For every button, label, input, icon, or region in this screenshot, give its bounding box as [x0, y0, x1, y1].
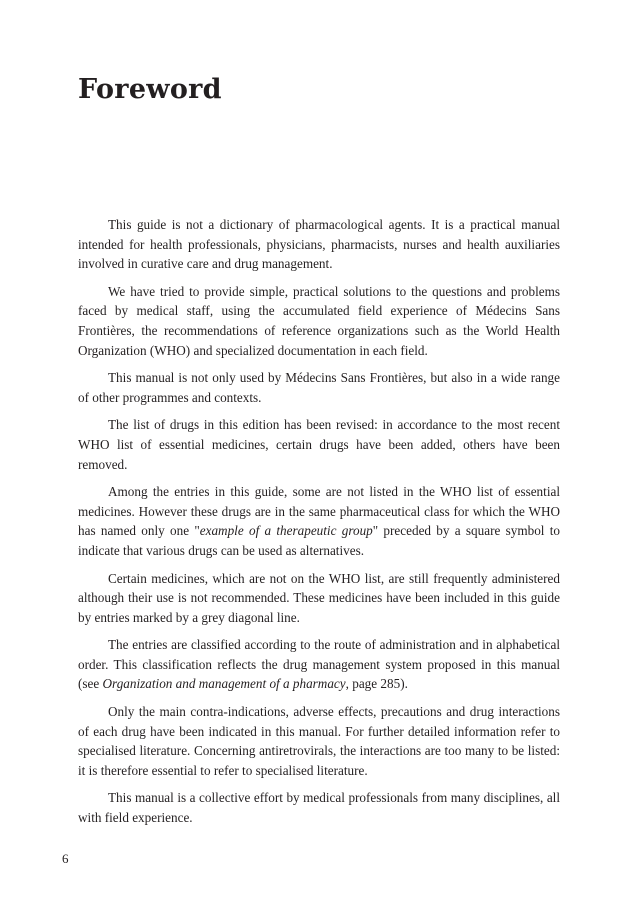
paragraph: This guide is not a dictionary of pharmacological agents. It is a practical manual intended for health professionals, physicians, pharmacists, nurses and health auxiliaries involved in curative care and drug management.: [78, 217, 560, 272]
paragraph-text: " preceded by a square symbol to indicate that various drugs can be used as alternatives.: [78, 523, 560, 558]
foreword-body: [78, 215, 560, 836]
paragraph: This manual is not only used by Médecins Sans Frontières, but also in a wide range of other programmes and contexts.: [78, 370, 560, 405]
paragraph-emphasis: Organization and management of a pharmacy: [102, 676, 346, 692]
paragraph-text: , page 285).: [345, 676, 408, 692]
page-title: Foreword: [78, 74, 222, 105]
paragraph-text: The entries are classified according to the route of administration and in alphabetical order. This classification reflects the drug management system proposed in this manual (see: [78, 637, 560, 692]
paragraph-text: Among the entries in this guide, some are not listed in the WHO list of essential medicines. However these drugs are in the same pharmaceutical class for which the WHO has named only one ": [78, 484, 560, 539]
paragraph: [78, 482, 560, 560]
page-number: 6: [62, 851, 69, 866]
paragraph: The list of drugs in this edition has been revised: in accordance to the most recent WHO list of essential medicines, certain drugs have been added, others have been removed.: [78, 417, 560, 472]
paragraph-emphasis: example of a therapeutic group: [199, 523, 373, 539]
paragraph: [78, 635, 560, 694]
paragraph: Only the main contra-indications, adverse effects, precautions and drug interactions of each drug have been indicated in this manual. For further detailed information refer to specialised literature. Concerning antiretrovirals, the interactions are too many to be listed: it is therefore essential to refer to specialised literature.: [78, 704, 560, 778]
paragraph: This manual is a collective effort by medical professionals from many disciplines, all with field experience.: [78, 790, 560, 826]
paragraph: We have tried to provide simple, practical solutions to the questions and problems faced by medical staff, using the accumulated field experience of Médecins Sans Frontières, the recommendations of reference organizations such as the World Health Organization (WHO) and specialized documentation in each field.: [78, 283, 560, 358]
paragraph: Certain medicines, which are not on the WHO list, are still frequently administered although their use is not recommended. These medicines have been included in this guide by entries marked by a grey diagonal line.: [78, 570, 560, 625]
